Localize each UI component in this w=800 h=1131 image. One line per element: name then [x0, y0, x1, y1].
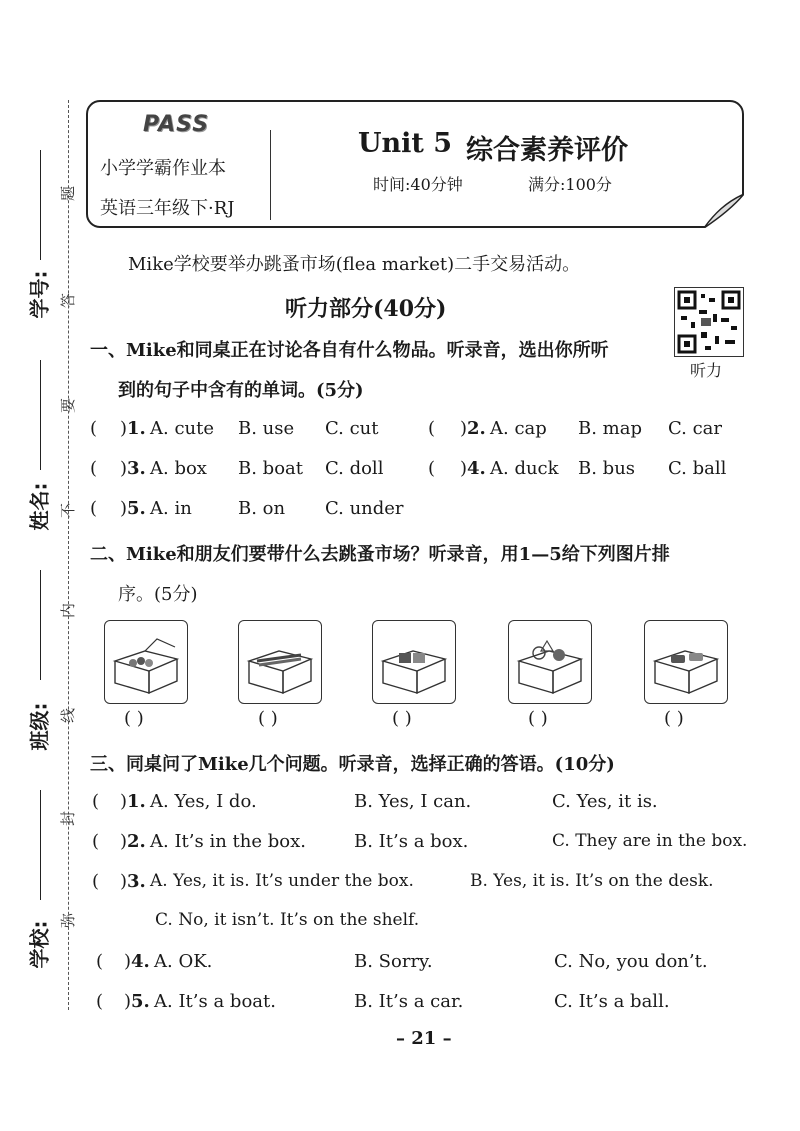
answer-option: C. Yes, it is. [552, 791, 658, 812]
answer-option: B. map [578, 418, 642, 439]
order-blank[interactable]: ( ) [124, 708, 144, 729]
qr-label: 听力 [690, 361, 723, 380]
answer-option: C. car [668, 418, 722, 439]
pass-logo: PASS [143, 112, 210, 137]
order-blank[interactable]: ( ) [258, 708, 278, 729]
margin-char: 题 [59, 185, 78, 202]
part1-title: 一、Mike和同桌正在讨论各自有什么物品。听录音，选出你所听 [90, 340, 609, 361]
margin-char: 内 [59, 602, 78, 619]
answer-option: A. cap [490, 418, 547, 439]
qr-code-icon[interactable] [674, 287, 744, 357]
answer-option: C. No, it isn’t. It’s on the shelf. [155, 910, 420, 930]
margin-char: 线 [59, 707, 78, 724]
page-curl-icon [704, 194, 744, 228]
school-label: 学校: [27, 920, 52, 969]
margin-line [40, 360, 41, 470]
margin-char: 弥 [59, 912, 78, 929]
name-label: 姓名: [27, 482, 52, 531]
answer-option: C. under [325, 498, 404, 519]
full-score: 满分:100分 [528, 175, 612, 194]
part1-title-cont: 到的句子中含有的单词。(5分) [118, 380, 364, 401]
order-blank[interactable]: ( ) [664, 708, 684, 729]
margin-char: 封 [59, 810, 78, 827]
margin-line [40, 790, 41, 900]
answer-option: B. use [238, 418, 295, 439]
class-label: 班级: [27, 702, 52, 751]
margin-char: 答 [59, 292, 78, 309]
answer-option: A. in [150, 498, 192, 519]
order-blank[interactable]: ( ) [392, 708, 412, 729]
part2-title: 二、Mike和朋友们要带什么去跳蚤市场？听录音，用1—5给下列图片排 [90, 544, 670, 565]
header-box [86, 100, 744, 228]
intro-text: Mike学校要举办跳蚤市场(flea market)二手交易活动。 [128, 254, 581, 275]
answer-option: B. It’s a car. [354, 991, 464, 1012]
answer-option: B. Sorry. [354, 951, 433, 972]
answer-option: B. Yes, it is. It’s on the desk. [470, 871, 714, 891]
answer-option: C. cut [325, 418, 379, 439]
margin-line [40, 150, 41, 260]
answer-option: A. cute [150, 418, 215, 439]
answer-option: A. It’s a boat. [154, 991, 276, 1012]
time-limit: 时间:40分钟 [373, 175, 463, 194]
part2-title-cont: 序。(5分) [118, 584, 198, 605]
box-with-cars-icon [644, 620, 728, 704]
answer-option: A. Yes, I do. [150, 791, 257, 812]
grade-label: 英语三年级下·RJ [100, 198, 235, 219]
answer-option: B. boat [238, 458, 303, 479]
section-title: 听力部分(40分) [285, 296, 447, 322]
series-name: 小学学霸作业本 [100, 158, 226, 179]
order-blank[interactable]: ( ) [528, 708, 548, 729]
answer-option: C. It’s a ball. [554, 991, 670, 1012]
answer-option: C. doll [325, 458, 384, 479]
answer-option: A. It’s in the box. [150, 831, 306, 852]
answer-option: C. No, you don’t. [554, 951, 708, 972]
answer-option: B. Yes, I can. [354, 791, 472, 812]
header-divider [270, 130, 271, 220]
page-number: – 21 – [396, 1028, 452, 1049]
box-with-toys-icon [104, 620, 188, 704]
box-with-pencils-icon [238, 620, 322, 704]
answer-option: A. duck [490, 458, 559, 479]
answer-option: A. Yes, it is. It’s under the box. [150, 871, 414, 891]
margin-char: 不 [59, 502, 78, 519]
box-with-dolls-icon [508, 620, 592, 704]
margin-char: 要 [59, 397, 78, 414]
unit-title: Unit 5 [358, 128, 453, 159]
box-with-books-icon [372, 620, 456, 704]
answer-option: A. OK. [154, 951, 213, 972]
seal-line [68, 100, 69, 1010]
answer-option: B. It’s a box. [354, 831, 469, 852]
answer-option: C. They are in the box. [552, 831, 748, 851]
answer-option: C. ball [668, 458, 727, 479]
answer-option: B. on [238, 498, 286, 519]
part3-title: 三、同桌问了Mike几个问题。听录音，选择正确的答语。(10分) [90, 754, 615, 775]
answer-option: A. box [150, 458, 207, 479]
answer-option: B. bus [578, 458, 636, 479]
page-title: 综合素养评价 [466, 135, 628, 166]
student-id-label: 学号: [27, 270, 52, 319]
margin-line [40, 570, 41, 680]
